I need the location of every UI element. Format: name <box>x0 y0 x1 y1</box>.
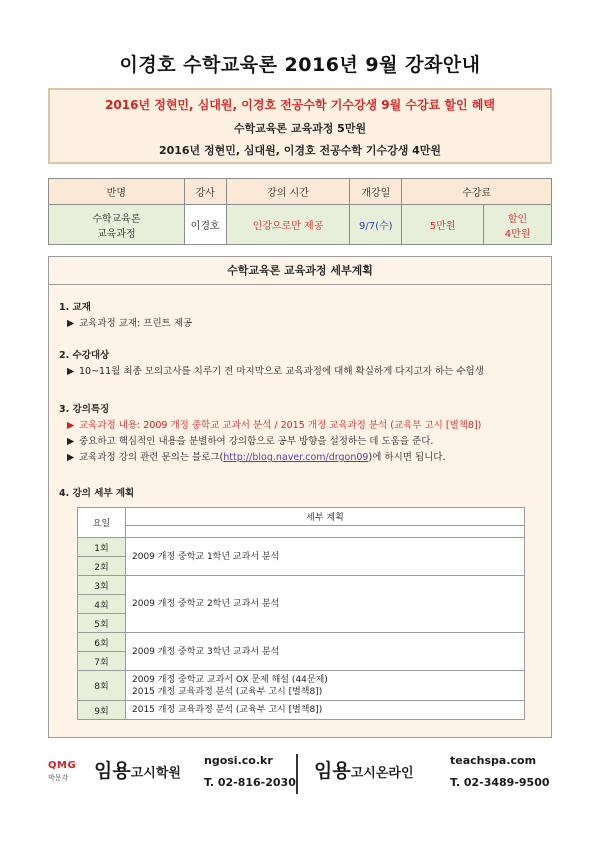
plan-cell: 2009 개정 중학교 2학년 교과서 분석 <box>126 576 525 633</box>
promo-line-discount: 2016년 정현민, 심대원, 이경호 전공수학 기수강생 4만원 <box>158 144 442 157</box>
section-title: 3. 강의특징 <box>59 404 110 415</box>
day-cell: 3회 <box>78 576 126 595</box>
discount-label: 할인 <box>507 213 528 225</box>
promo-line-price: 수학교육론 교육과정 5만원 <box>233 122 367 135</box>
list-item-text: 교육과정 교재: 프린트 제공 <box>79 318 193 329</box>
plan-cell: 2009 개정 중학교 3학년 교과서 분석 <box>126 633 525 671</box>
plan-heading: 수학교육론 교육과정 세부계획 <box>49 257 551 285</box>
footer <box>48 752 552 802</box>
arrow-icon: ▶ <box>67 366 75 377</box>
lecture-time: 인강으로만 제공 <box>226 205 350 245</box>
footer-divider <box>296 754 298 794</box>
header-day: 요일 <box>78 508 126 538</box>
table-row <box>78 671 525 701</box>
qmg-logo-text: QMG <box>48 760 77 771</box>
page-title: 이경호 수학교육론 2016년 9월 강좌안내 <box>119 54 481 76</box>
course-row <box>49 205 552 245</box>
start-date: 9/7(수) <box>350 205 402 245</box>
site-url-academy[interactable]: ngosi.co.kr <box>204 754 273 767</box>
header-instructor: 강사 <box>184 179 226 205</box>
brand-online-sub: 고시온라인 <box>350 766 414 781</box>
qmg-logo <box>48 760 76 783</box>
day-cell: 7회 <box>78 652 126 671</box>
schedule-header-spacer <box>78 526 525 538</box>
list-item-text-tail: )에 하시면 됩니다. <box>368 452 446 463</box>
day-cell: 5회 <box>78 614 126 633</box>
list-item-text: 10~11월 최종 모의고사를 치루기 전 마지막으로 교육과정에 대해 확실하게 다지고자 하는 수험생 <box>79 366 484 377</box>
section-target <box>59 347 484 382</box>
detail-plan-panel <box>48 256 552 738</box>
class-name <box>49 205 185 245</box>
day-cell: 6회 <box>78 633 126 652</box>
brand-academy-sub: 고시학원 <box>130 766 181 781</box>
promo-headline: 2016년 정현민, 심대원, 이경호 전공수학 기수강생 9월 수강료 할인 혜택 <box>105 98 495 112</box>
list-item-text: 교육과정 강의 관련 문의는 블로그( <box>79 452 224 463</box>
qmg-logo-sub: 박문각 <box>48 774 69 782</box>
list-item <box>59 420 481 432</box>
site-url-online[interactable]: teachspa.com <box>450 754 537 767</box>
day-cell: 8회 <box>78 671 126 701</box>
list-item <box>59 318 192 330</box>
brand-academy <box>94 756 181 783</box>
section-title: 1. 교재 <box>59 302 91 313</box>
list-item-text: 중요하고 핵심적인 내용을 분별하여 강의함으로 공부 방향을 설정하는 데 도움을 준다. <box>79 436 434 447</box>
day-cell: 1회 <box>78 538 126 557</box>
section-textbook <box>59 299 192 334</box>
table-row <box>78 701 525 720</box>
blog-link[interactable]: http://blog.naver.com/drgon09 <box>223 452 369 463</box>
section-schedule-title <box>59 485 134 504</box>
course-table <box>48 178 552 245</box>
fee: 5만원 <box>402 205 484 245</box>
header-plan: 세부 계획 <box>126 508 525 526</box>
class-name-line2: 교육과정 <box>97 228 136 240</box>
schedule-header <box>78 508 525 526</box>
plan-cell: 2009 개정 중학교 1학년 교과서 분석 <box>126 538 525 576</box>
brand-online-main: 임용 <box>314 760 351 782</box>
brand-online <box>314 756 414 783</box>
phone-online: T. 02-3489-9500 <box>450 776 550 789</box>
course-table-header <box>49 179 552 205</box>
header-time: 강의 시간 <box>226 179 350 205</box>
list-item-text: 교육과정 내용: 2009 개정 중학교 교과서 분석 / 2015 개정 교육과정 분석 (교육부 고시 [별책8]) <box>79 420 482 431</box>
arrow-icon: ▶ <box>67 420 75 431</box>
table-row <box>78 576 525 595</box>
section-features <box>59 401 481 468</box>
brand-academy-main: 임용 <box>94 760 131 782</box>
section-title: 4. 강의 세부 계획 <box>59 488 135 499</box>
blank-cell <box>126 526 525 538</box>
plan-cell: 2015 개정 교육과정 분석 (교육부 고시 [별책8]) <box>126 701 525 720</box>
class-name-line1: 수학교육론 <box>92 213 141 225</box>
plan-line: 2009 개정 중학교 교과서 OX 문제 해설 (44문제) <box>132 674 328 685</box>
promo-box <box>48 88 552 164</box>
arrow-icon: ▶ <box>67 318 75 329</box>
header-start-date: 개강일 <box>350 179 402 205</box>
discount-fee <box>484 205 552 245</box>
header-class: 반명 <box>49 179 185 205</box>
day-cell: 2회 <box>78 557 126 576</box>
arrow-icon: ▶ <box>67 452 75 463</box>
plan-cell <box>126 671 525 701</box>
phone-academy: T. 02-816-2030 <box>204 776 296 789</box>
discount-value: 4만원 <box>504 228 531 240</box>
header-fee: 수강료 <box>402 179 552 205</box>
table-row <box>78 633 525 652</box>
list-item <box>59 452 481 464</box>
section-title: 2. 수강대상 <box>59 350 110 361</box>
plan-line: 2015 개정 교육과정 분석 (교육부 고시 [별책8]) <box>132 686 323 697</box>
day-cell: 4회 <box>78 595 126 614</box>
arrow-icon: ▶ <box>67 436 75 447</box>
table-row <box>78 538 525 557</box>
list-item <box>59 366 484 378</box>
day-cell: 9회 <box>78 701 126 720</box>
list-item <box>59 436 481 448</box>
schedule-table <box>77 507 525 720</box>
instructor: 이경호 <box>184 205 226 245</box>
